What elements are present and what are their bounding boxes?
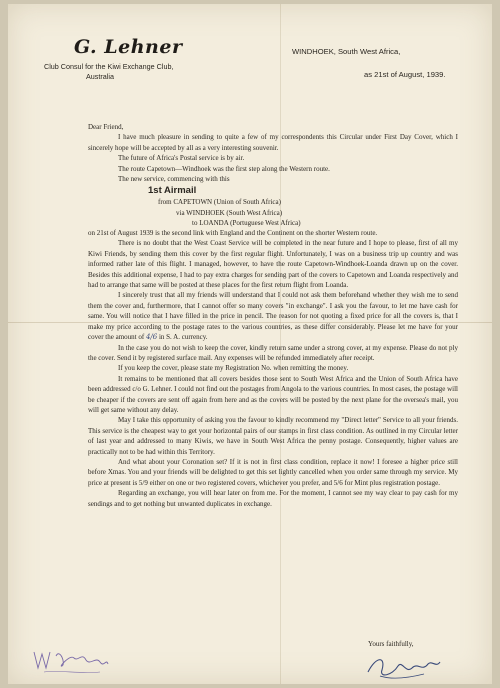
paragraph-7 bbox=[88, 290, 458, 342]
airmail-heading: 1st Airmail bbox=[148, 185, 197, 197]
paragraph-13: Regarding an exchange, you will hear later on from me. For the moment, I cannot see my way clear to pay cash for my sendings and to get nothing but unwanted duplicates in exchange. bbox=[88, 489, 458, 508]
paragraph-4: The new service, commencing with this bbox=[118, 175, 230, 184]
paragraph-12: And what about your Coronation set? If it is not in first class condition, replace it now! I foresee a higher price still before Xmas. You and your friends will be delighted to get this set lightly cancelled when you order same through my service. My price at present is 5/9 either on one or two registered covers, whichever you prefer, and 5/6 for Mint plus registration postage. bbox=[88, 457, 458, 487]
salutation: Dear Friend, bbox=[88, 123, 124, 131]
letterhead-logo: G. Lehner bbox=[74, 36, 183, 58]
letterhead-role-line1: Club Consul for the Kiwi Exchange Club, bbox=[44, 62, 174, 71]
paragraph-6: There is no doubt that the West Coast Service will be completed in the near future and I hope to please, first of all my Kiwi Friends, by sending them this cover by the first regular flight. Unfortunately, I was on a business trip up country and was informed rather late of this flight. I managed, however, to have the route Capetown-Windhoek-Loanda drawn up on the cover. Besides this additional expense, I had to pay extra charges for sending part of the covers to Capetown and Loanda respectively and had to arrange that same will be posted at these places for the first return flight from Loanda. bbox=[88, 239, 458, 290]
handwritten-margin-note bbox=[30, 644, 110, 678]
letter-sheet bbox=[8, 4, 492, 684]
paragraph-10: It remains to be mentioned that all covers besides those sent to South West Africa and the Union of South Africa have been addressed c/o G. Lehner. I could not find out the postages from Angola to the various countries. In most cases, the postage will be cheaper if the covers are sent off again from here and as the covers will be posted by the next plane for the oversea's mail, you will get same without any delay. bbox=[88, 374, 458, 414]
paragraph-9: If you keep the cover, please state my Registration No. when remitting the money. bbox=[118, 364, 349, 373]
closing: Yours faithfully, bbox=[368, 640, 414, 648]
paragraph-5: on 21st of August 1939 is the second link with England and the Continent on the shorter Western route. bbox=[88, 229, 378, 238]
paragraph-2: The future of Africa's Postal service is by air. bbox=[118, 154, 245, 163]
letterhead-place: WINDHOEK, South West Africa, bbox=[292, 47, 401, 56]
paragraph-8: In the case you do not wish to keep the cover, kindly return same under a strong cover, at my expense. Please do not ply the cover. Send it by registered surface mail. Any expenses will be refunded immediately after receipt. bbox=[88, 343, 458, 362]
route-to: to LOANDA (Portuguese West Africa) bbox=[192, 218, 301, 227]
paragraph-3: The route Capetown—Windhoek was the first step along the Western route. bbox=[118, 164, 330, 173]
paragraph-7-text: I sincerely trust that all my friends will understand that I could not ask them beforehand whether they wish me to send them the cover and, furthermore, that I cannot offer so many covers "in exchange". I ask you the favour, to let me have cash for same. You will notice that I have filled in the price in pencil. The reason for not quoting a fixed price for all the covers is, that I make my price according to the postage rates to the various countries, as these differ considerably. Please let me have for your cover the amount of bbox=[88, 291, 458, 342]
paragraph-11: May I take this opportunity of asking you the favour to kindly recommend my "Direct letter" Service to all your friends. This service is the cheapest way to get your horizontal pairs of our stamps in first class condition. As outlined in my Circular letter of last year and addressed to many Kiwis, we have in South West Africa the penny postage. Consequently, higher values are practically not to be had within this Territory. bbox=[88, 416, 458, 456]
paragraph-7-currency: in S. A. currency. bbox=[158, 333, 208, 342]
handwritten-amount: 4/6 bbox=[145, 333, 158, 342]
signature-scribble bbox=[362, 650, 442, 684]
letter-date: as 21st of August, 1939. bbox=[364, 70, 446, 79]
paragraph-1: I have much pleasure in sending to quite a few of my correspondents this Circular under First Day Cover, which I sincerely hope will be accepted by all as a very interesting souvenir. bbox=[88, 133, 458, 152]
letterhead-role-line2: Australia bbox=[86, 72, 114, 81]
route-from: from CAPETOWN (Union of South Africa) bbox=[158, 198, 281, 207]
route-via: via WINDHOEK (South West Africa) bbox=[176, 208, 283, 217]
letter-body bbox=[88, 122, 458, 509]
